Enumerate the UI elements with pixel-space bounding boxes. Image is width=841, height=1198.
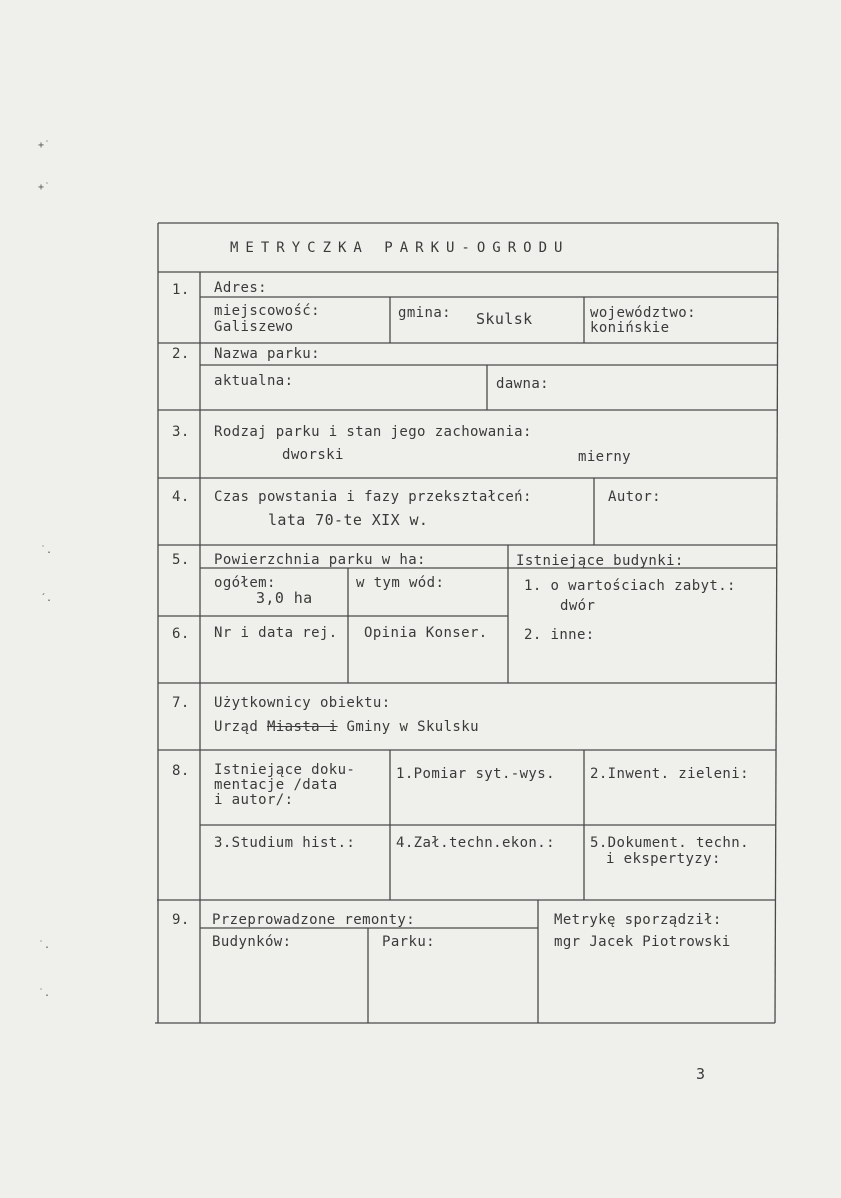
- margin-mark: ´.: [40, 593, 53, 604]
- park-type-label: Rodzaj parku i stan jego zachowania:: [214, 424, 532, 440]
- tech-docs-label-line2: i ekspertyzy:: [606, 851, 721, 867]
- current-name-label: aktualna:: [214, 373, 294, 389]
- park-area-label: Powierzchnia parku w ha:: [214, 552, 426, 568]
- park-type-value: dworski: [282, 447, 344, 463]
- conservator-opinion-label: Opinia Konser.: [364, 625, 488, 641]
- locality-label: miejscowość:: [214, 303, 320, 319]
- park-renovations-label: Parku:: [382, 934, 435, 950]
- greenery-inventory-label: 2.Inwent. zieleni:: [590, 766, 749, 782]
- locality-value: Galiszewo: [214, 319, 294, 335]
- historic-buildings-value: dwór: [560, 598, 596, 614]
- section-number: 2.: [172, 346, 190, 362]
- margin-mark: +˙: [38, 182, 51, 193]
- author-label: Autor:: [608, 489, 661, 505]
- tech-econ-label: 4.Zał.techn.ekon.:: [396, 835, 555, 851]
- commune-label: gmina:: [398, 305, 451, 321]
- historical-study-label: 3.Studium hist.:: [214, 835, 356, 851]
- park-name-label: Nazwa parku:: [214, 346, 320, 362]
- section-number: 8.: [172, 763, 190, 779]
- margin-mark: ˙.: [38, 988, 51, 999]
- registration-label: Nr i data rej.: [214, 625, 338, 641]
- struck-text: Miasta i: [267, 719, 338, 735]
- compiled-by-value: mgr Jacek Piotrowski: [554, 934, 731, 950]
- province-label: województwo:: [590, 305, 696, 321]
- survey-label: 1.Pomiar syt.-wys.: [396, 766, 555, 782]
- margin-mark: ˙.: [38, 940, 51, 951]
- renovations-label: Przeprowadzone remonty:: [212, 912, 416, 928]
- origin-period-value: lata 70-te XIX w.: [268, 511, 429, 529]
- section-number: 1.: [172, 282, 190, 298]
- page-number: 3: [696, 1065, 706, 1083]
- users-label: Użytkownicy obiektu:: [214, 695, 391, 711]
- origin-period-label: Czas powstania i fazy przekształceń:: [214, 489, 532, 505]
- condition-value: mierny: [578, 449, 631, 465]
- margin-mark: +˙: [38, 140, 51, 151]
- total-area-value: 3,0 ha: [256, 589, 313, 607]
- section-number: 5.: [172, 552, 190, 568]
- tech-docs-label-line1: 5.Dokument. techn.: [590, 835, 749, 851]
- margin-mark: ˙.: [40, 545, 53, 556]
- section-number: 3.: [172, 424, 190, 440]
- commune-value: Skulsk: [476, 310, 533, 328]
- section-number: 9.: [172, 912, 190, 928]
- documentation-label-line1: Istniejące doku-: [214, 762, 356, 778]
- address-label: Adres:: [214, 280, 267, 296]
- former-name-label: dawna:: [496, 376, 549, 392]
- compiled-by-label: Metrykę sporządził:: [554, 912, 722, 928]
- water-area-label: w tym wód:: [356, 575, 445, 591]
- section-number: 4.: [172, 489, 190, 505]
- other-buildings-label: 2. inne:: [524, 627, 595, 643]
- documentation-label-line3: i autor/:: [214, 792, 294, 808]
- form-title: METRYCZKA PARKU-OGRODU: [230, 240, 570, 256]
- documentation-label-line2: mentacje /data: [214, 777, 338, 793]
- total-area-label: ogółem:: [214, 575, 276, 591]
- buildings-renovations-label: Budynków:: [212, 934, 292, 950]
- existing-buildings-label: Istniejące budynki:: [516, 553, 684, 569]
- section-number: 7.: [172, 695, 190, 711]
- section-number: 6.: [172, 626, 190, 642]
- historic-buildings-label: 1. o wartościach zabyt.:: [524, 578, 736, 594]
- users-value: Urząd Miasta i Gminy w Skulsku: [214, 719, 479, 735]
- province-value: konińskie: [590, 320, 670, 336]
